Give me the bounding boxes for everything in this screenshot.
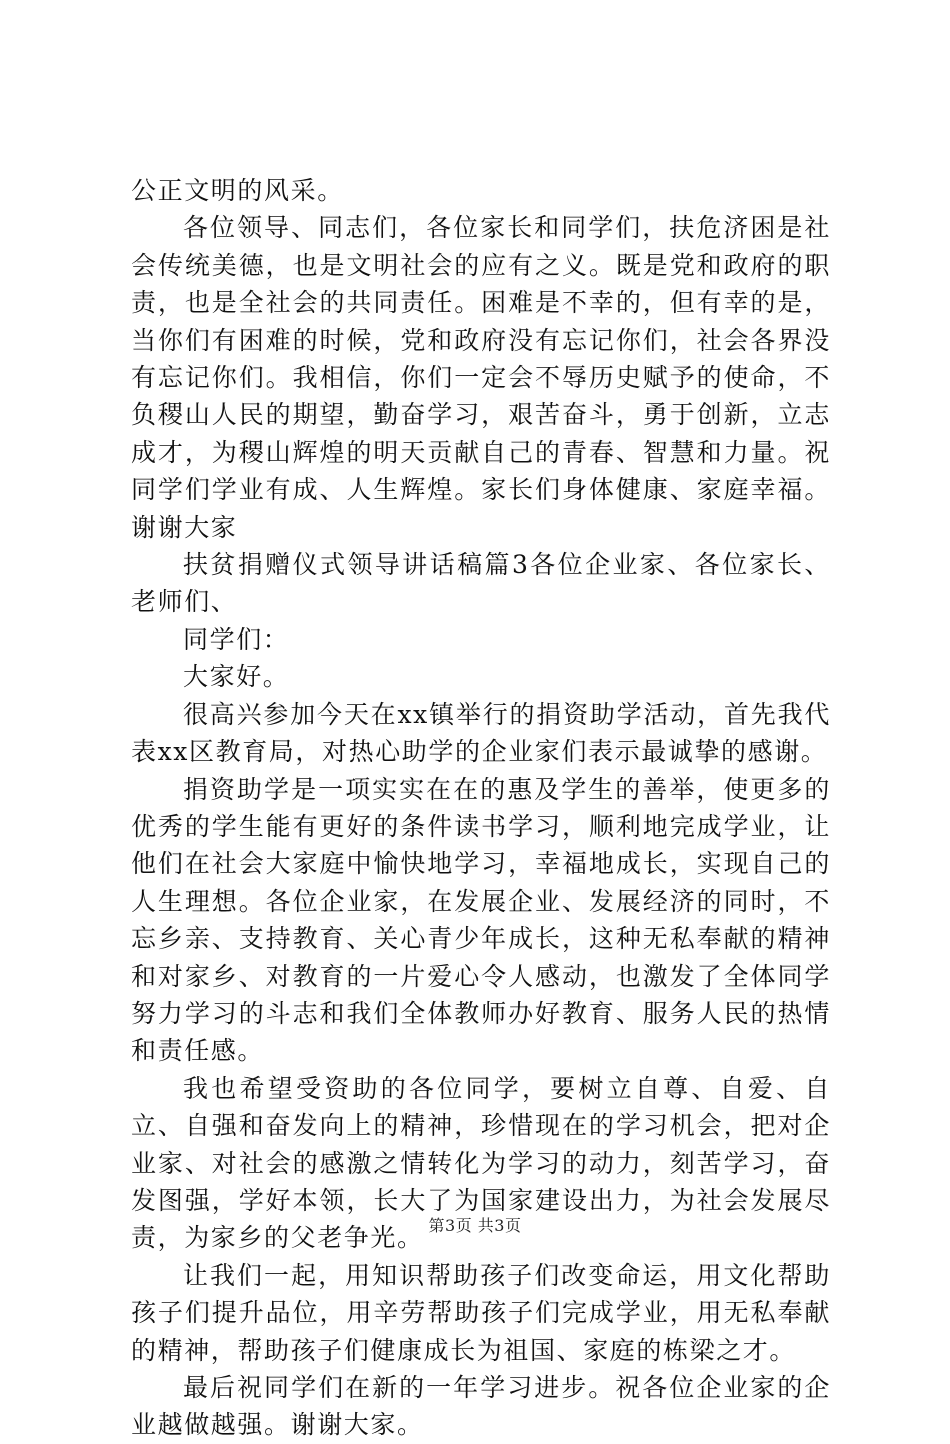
document-body (131, 172, 831, 1444)
greeting: 大家好。 (183, 662, 290, 692)
section-heading: 扶贫捐赠仪式领导讲话稿篇3各位企业家、各位家长、老师们、 (131, 550, 831, 617)
salutation: 同学们： (183, 624, 290, 654)
paragraph-donation: 捐资助学是一项实实在在的惠及学生的善举，使更多的优秀的学生能有更好的条件读书学习，顺利地完成学业，让他们在社会大家庭中愉快地学习，幸福地成长，实现自己的人生理想。各位企业家，在发展企业、发展经济的同时，不忘乡亲、支持教育、关心青少年成长，这种无私奉献的精神和对家乡、对教育的一片爱心令人感动，也激发了全体同学努力学习的斗志和我们全体教师办好教育、服务人民的热情和责任感。 (131, 774, 831, 1066)
page-number-footer: 第3页 共3页 (428, 1216, 522, 1235)
paragraph-hope: 我也希望受资助的各位同学，要树立自尊、自爱、自立、自强和奋发向上的精神，珍惜现在的学习机会，把对企业家、对社会的感激之情转化为学习的动力，刻苦学习，奋发图强，学好本领，长大了为国家建设出力，为社会发展尽责，为家乡的父老争光。 (131, 1073, 831, 1253)
paragraph-opening: 很高兴参加今天在xx镇举行的捐资助学活动，首先我代表xx区教育局，对热心助学的企业家们表示最诚挚的感谢。 (131, 699, 831, 767)
paragraph-together: 让我们一起，用知识帮助孩子们改变命运，用文化帮助孩子们提升品位，用辛劳帮助孩子们完成学业，用无私奉献的精神，帮助孩子们健康成长为祖国、家庭的栋梁之才。 (131, 1260, 831, 1365)
paragraph-final-wishes: 最后祝同学们在新的一年学习进步。祝各位企业家的企业越做越强。谢谢大家。 (131, 1373, 831, 1440)
paragraph-continuation: 公正文明的风采。 (131, 176, 344, 205)
paragraph-closing-remarks: 各位领导、同志们，各位家长和同学们，扶危济困是社会传统美德，也是文明社会的应有之义。既是党和政府的职责，也是全社会的共同责任。困难是不幸的，但有幸的是，当你们有困难的时候，党和政府没有忘记你们，社会各界没有忘记你们。我相信，你们一定会不辱历史赋予的使命，不负稷山人民的期望，勤奋学习，艰苦奋斗，勇于创新，立志成才，为稷山辉煌的明天贡献自己的青春、智慧和力量。祝同学们学业有成、人生辉煌。家长们身体健康、家庭幸福。谢谢大家 (131, 213, 831, 542)
